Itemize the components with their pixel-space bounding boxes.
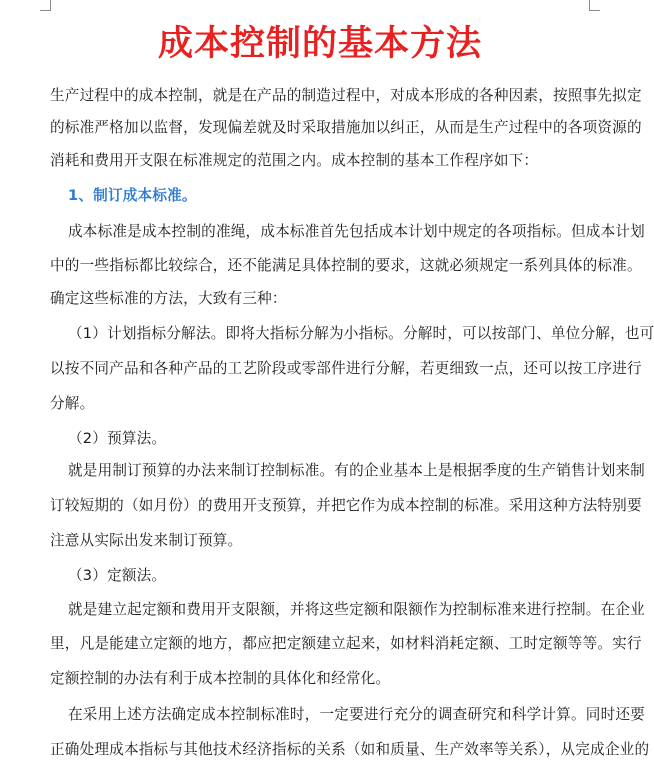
- paragraph-line: 就是用制订预算的办法来制订控制标准。有的企业基本上是根据季度的生产销售计划来制: [68, 462, 645, 479]
- page-corner-mark-right: [589, 0, 600, 11]
- paragraph-line: 中的一些指标都比较综合，还不能满足具体控制的要求，这就必须规定一系列具体的标准。: [50, 257, 642, 274]
- paragraph-line: 的标准严格加以监督，发现偏差就及时采取措施加以纠正，从而是生产过程中的各项资源的: [50, 119, 642, 136]
- paragraph-line: 注意从实际出发来制订预算。: [50, 532, 243, 549]
- paragraph-line: 订较短期的（如月份）的费用开支预算，并把它作为成本控制的标准。采用这种方法特别要: [50, 497, 642, 514]
- page-corner-mark-left: [40, 0, 51, 11]
- section-heading: 1、制订成本标准。: [68, 187, 197, 204]
- paragraph-line: 在采用上述方法确定成本控制标准时，一定要进行充分的调查研究和科学计算。同时还要: [68, 706, 645, 723]
- paragraph-line: 分解。: [50, 395, 95, 412]
- paragraph-line: 以按不同产品和各种产品的工艺阶段或零部件进行分解，若更细致一点，还可以按工序进行: [50, 360, 642, 377]
- paragraph-line: 确定这些标准的方法，大致有三种：: [50, 290, 287, 307]
- document-title: 成本控制的基本方法: [157, 24, 482, 64]
- paragraph-line: 定额控制的办法有利于成本控制的具体化和经常化。: [50, 670, 391, 687]
- subheading: （2）预算法。: [68, 430, 167, 447]
- paragraph-line: 里，凡是能建立定额的地方，都应把定额建立起来，如材料消耗定额、工时定额等等。实行: [50, 635, 642, 652]
- paragraph-line: 就是建立起定额和费用开支限额，并将这些定额和限额作为控制标准来进行控制。在企业: [68, 601, 645, 618]
- paragraph-line: 消耗和费用开支限在标准规定的范围之内。成本控制的基本工作程序如下：: [50, 152, 539, 169]
- paragraph-line: 成本标准是成本控制的准绳，成本标准首先包括成本计划中规定的各项指标。但成本计划: [68, 223, 645, 240]
- paragraph-line: （1）计划指标分解法。即将大指标分解为小指标。分解时，可以按部门、单位分解，也可: [68, 325, 654, 342]
- subheading: （3）定额法。: [68, 567, 167, 584]
- paragraph-line: 正确处理成本指标与其他技术经济指标的关系（如和质量、生产效率等关系），从完成企业的: [50, 741, 650, 758]
- paragraph-line: 生产过程中的成本控制，就是在产品的制造过程中，对成本形成的各种因素，按照事先拟定: [50, 87, 642, 104]
